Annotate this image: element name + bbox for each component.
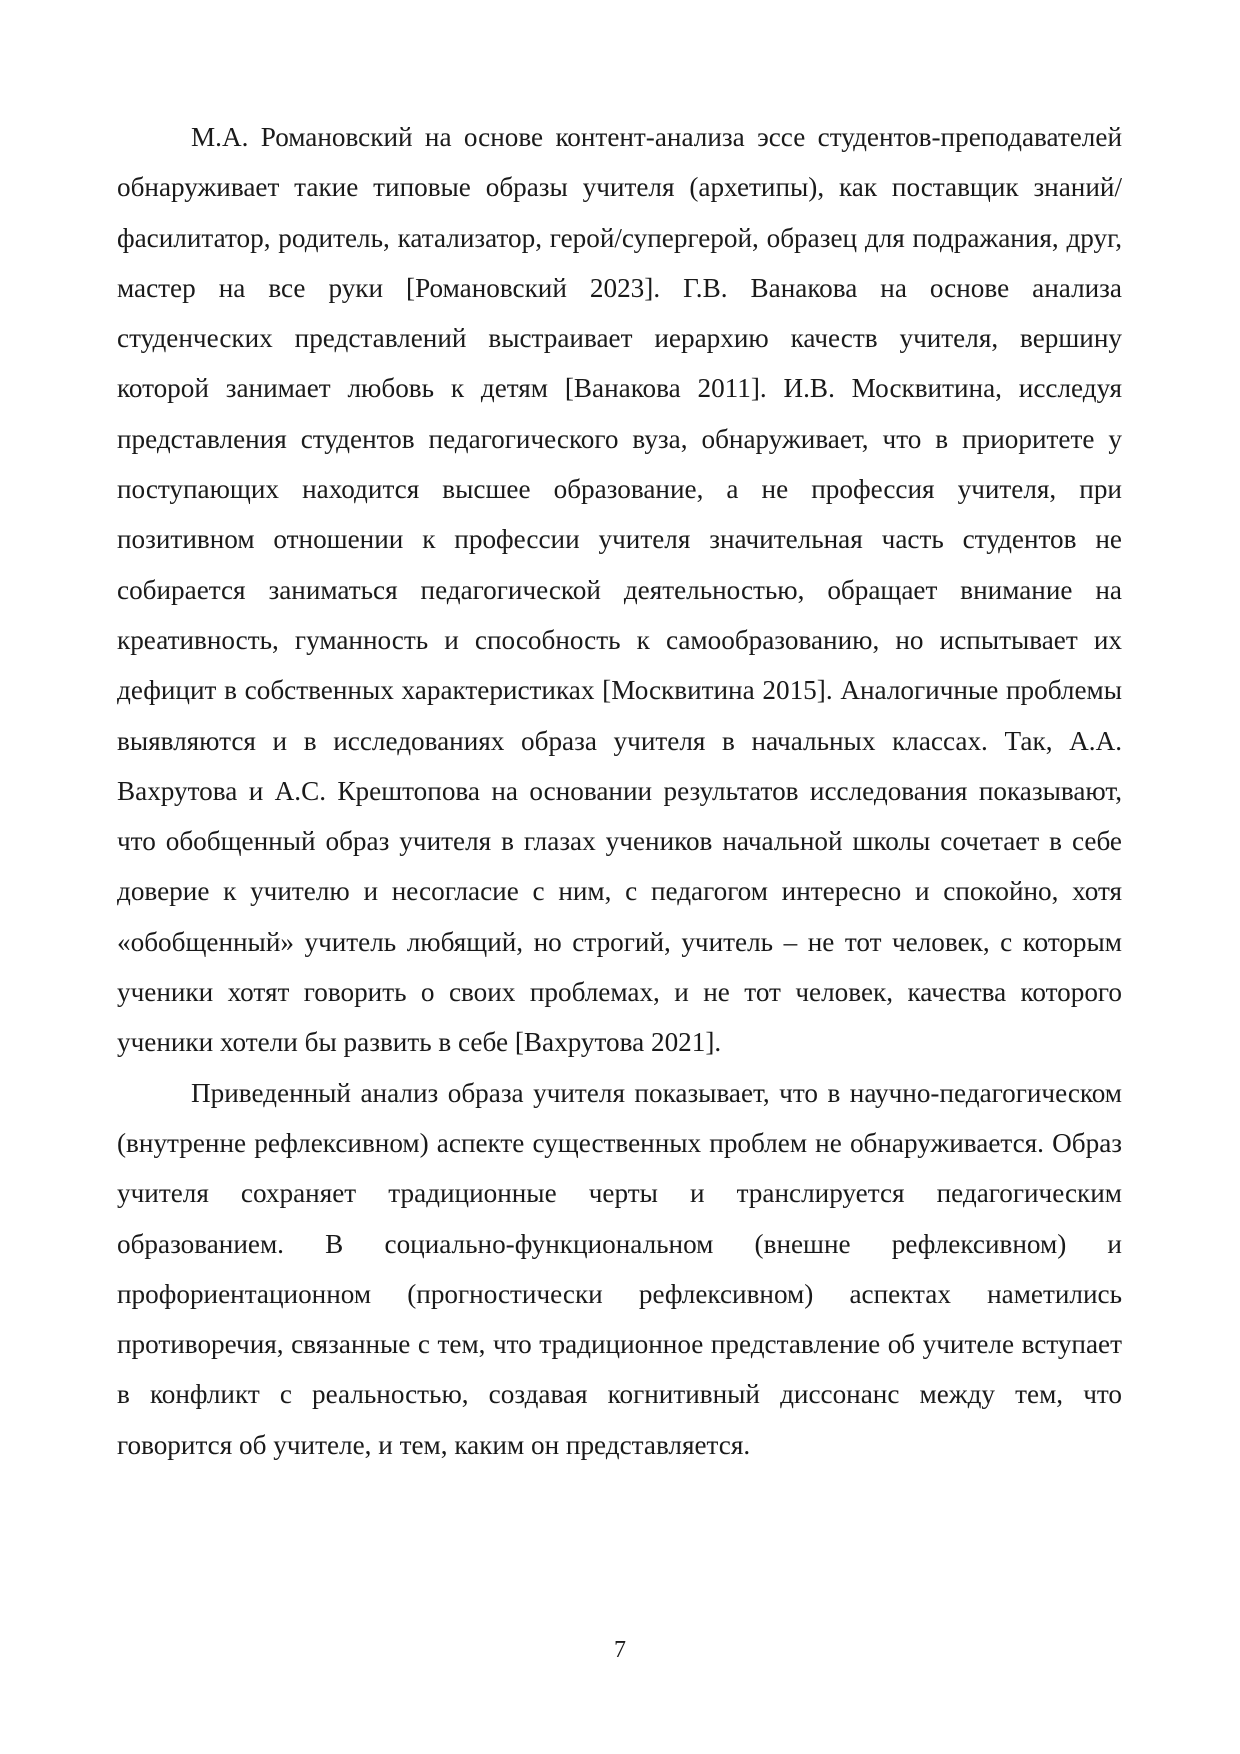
body-text [117, 112, 1122, 1470]
paragraph-1: М.А. Романовский на основе контент-анализа эссе студентов-преподавателей обнаруживает такие типовые образы учителя (архетипы), как поставщик знаний/фасилитатор, родитель, катализатор, герой/супергерой, образец для подражания, друг, мастер на все руки [Романовский 2023]. Г.В. Ванакова на основе анализа студенческих представлений выстраивает иерархию качеств учителя, вершину которой занимает любовь к детям [Ванакова 2011]. И.В. Москвитина, исследуя представления студентов педагогического вуза, обнаруживает, что в приоритете у поступающих находится высшее образование, а не профессия учителя, при позитивном отношении к профессии учителя значительная часть студентов не собирается заниматься педагогической деятельностью, обращает внимание на креативность, гуманность и способность к самообразованию, но испытывает их дефицит в собственных характеристиках [Москвитина 2015]. Аналогичные проблемы выявляются и в исследованиях образа учителя в начальных классах. Так, А.А. Вахрутова и А.С. Крештопова на основании результатов исследования показывают, что обобщенный образ учителя в глазах учеников начальной школы сочетает в себе доверие к учителю и несогласие с ним, с педагогом интересно и спокойно, хотя «обобщенный» учитель любящий, но строгий, учитель – не тот человек, с которым ученики хотят говорить о своих проблемах, и не тот человек, качества которого ученики хотели бы развить в себе [Вахрутова 2021]. [117, 122, 1122, 1058]
paragraph-2: Приведенный анализ образа учителя показывает, что в научно-педагогическом (внутренне рефлексивном) аспекте существенных проблем не обнаруживается. Образ учителя сохраняет традиционные черты и транслируется педагогическим образованием. В социально-функциональном (внешне рефлексивном) и профориентационном (прогностически рефлексивном) аспектах наметились противоречия, связанные с тем, что традиционное представление об учителе вступает в конфликт с реальностью, создавая когнитивный диссонанс между тем, что говорится об учителе, и тем, каким он представляется. [117, 1077, 1122, 1460]
page-number: 7 [614, 1637, 626, 1663]
